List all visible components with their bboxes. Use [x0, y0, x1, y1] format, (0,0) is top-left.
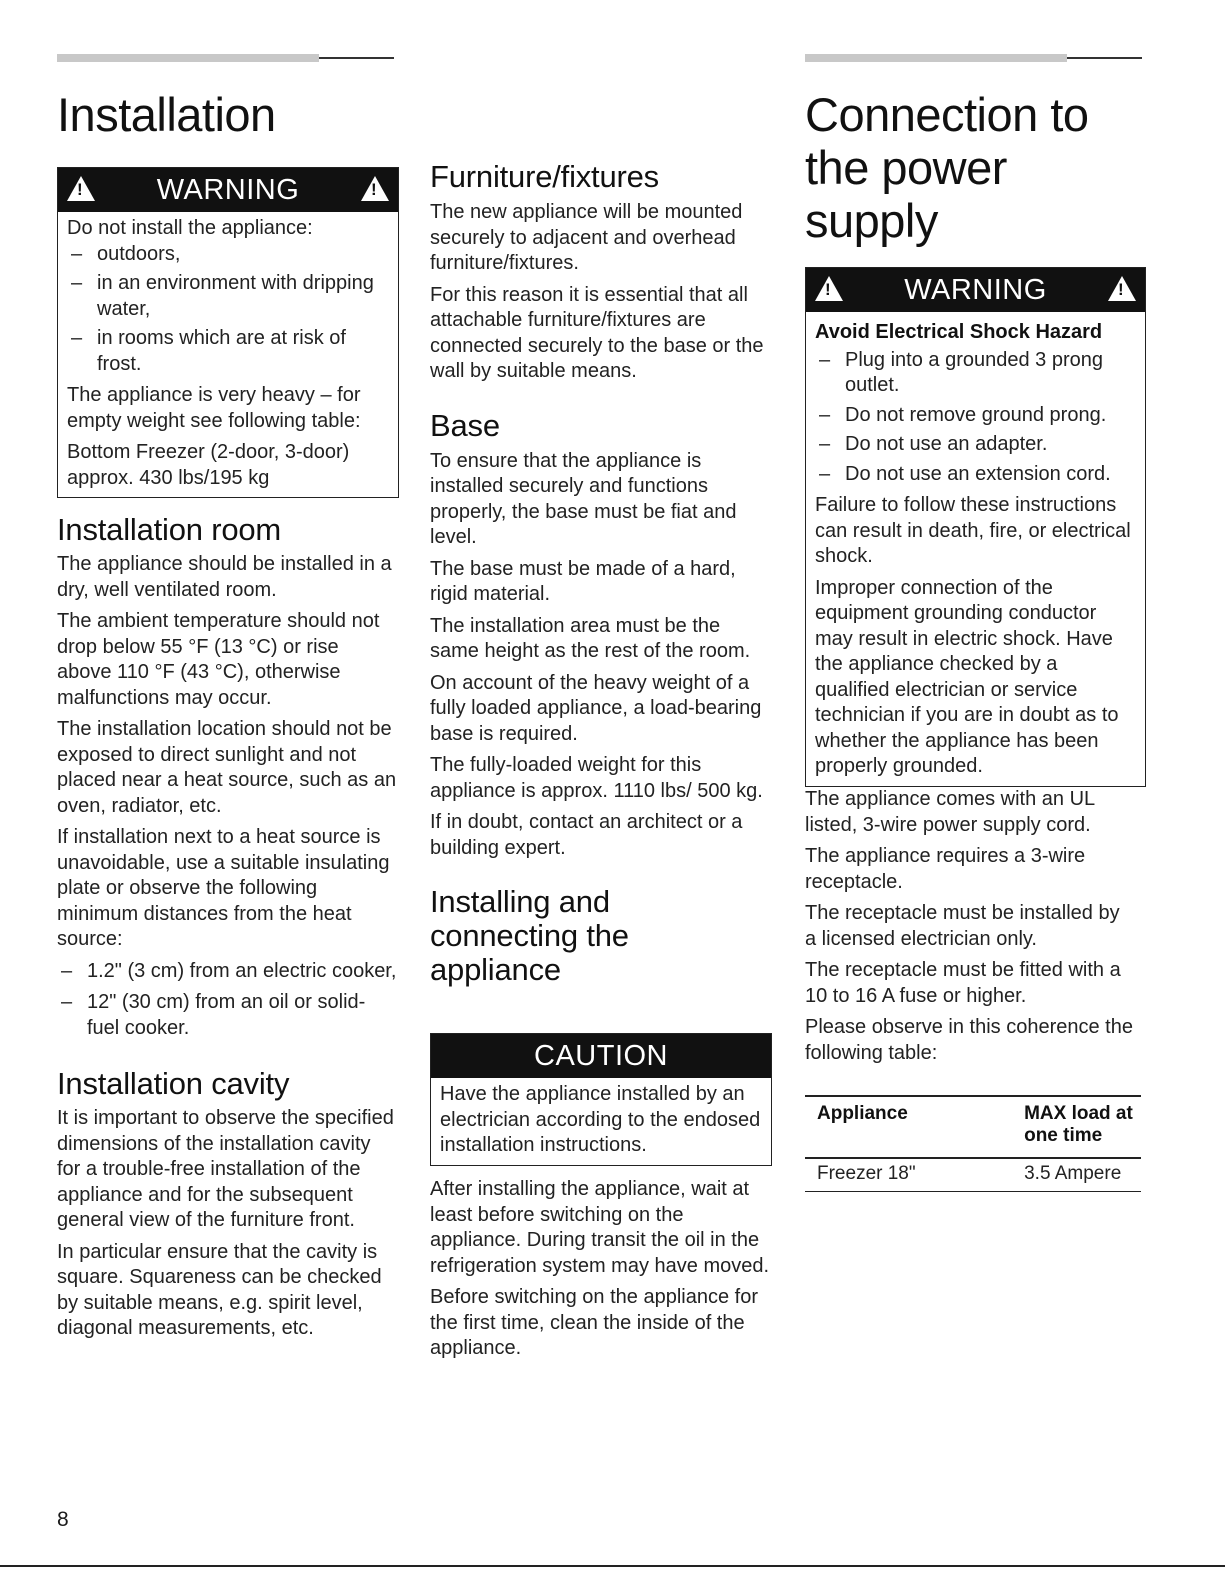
paragraph: On account of the heavy weight of a fully loaded appliance, a load-bearing base is required.: [430, 671, 762, 745]
page-title-connection: Connection to the power supply: [805, 88, 1089, 247]
warning-weight-note: The appliance is very heavy – for empty weight see following table:: [67, 384, 361, 432]
caution-header: [431, 1034, 771, 1078]
paragraph: The receptacle must be installed by a licensed electrician only.: [805, 902, 1120, 950]
paragraph: The receptacle must be fitted with a 10 to 16 A fuse or higher.: [805, 959, 1121, 1007]
table-row: [805, 1158, 1141, 1192]
page-title-installation: Installation: [57, 88, 276, 141]
warning-list: [67, 242, 390, 378]
warning-header: [58, 168, 398, 212]
warning-intro: Do not install the appliance:: [67, 217, 313, 239]
paragraph: The new appliance will be mounted securely to adjacent and overhead furniture/fixtures.: [430, 201, 743, 274]
warning-triangle-icon: [1108, 276, 1136, 301]
heading-furniture-fixtures: Furniture/fixtures: [430, 159, 659, 194]
middle-column-after-caution: [430, 1177, 772, 1362]
paragraph: Before switching on the appliance for the first time, clean the inside of the appliance.: [430, 1286, 758, 1359]
header-rule-right: [805, 57, 1142, 59]
table-header-cell: Appliance: [817, 1103, 908, 1124]
list-item: – Plug into a grounded 3 prong outlet.: [815, 348, 1137, 399]
paragraph: The base must be made of a hard, rigid material.: [430, 557, 736, 605]
list-item: – Do not use an adapter.: [815, 432, 1137, 458]
heading-installing-connecting: Installing and connecting the appliance: [430, 884, 629, 987]
paragraph: In particular ensure that the cavity is square. Squareness can be checked by suitable means, e.g. spirit level, diagonal measurements, etc.: [57, 1240, 382, 1339]
list-item: – 1.2" (3 cm) from an electric cooker,: [57, 959, 397, 985]
right-column-text: [805, 787, 1135, 1066]
heading-installation-room: Installation room: [57, 512, 282, 547]
warning-box-electrical: [805, 267, 1146, 787]
caution-box: [430, 1033, 772, 1166]
warning-label: WARNING: [904, 274, 1047, 306]
paragraph: The appliance comes with an UL listed, 3-wire power supply cord.: [805, 788, 1095, 836]
paragraph: It is important to observe the specified dimensions of the installation cavity for a trouble-free installation of the appliance and for the subsequent general view of the furniture front.: [57, 1107, 394, 1231]
paragraph: For this reason it is essential that all attachable furniture/fixtures are connected securely to the base or the wall by suitable means.: [430, 283, 764, 382]
paragraph: To ensure that the appliance is installed securely and functions properly, the base must be fiat and level.: [430, 449, 737, 548]
paragraph: The appliance requires a 3-wire receptacle.: [805, 845, 1086, 893]
warning-model-note: Bottom Freezer (2-door, 3-door) approx. 430 lbs/195 kg: [67, 441, 350, 489]
paragraph: After installing the appliance, wait at least before switching on the appliance. During transit the oil in the refrigeration system may have moved.: [430, 1178, 770, 1277]
paragraph: The fully-loaded weight for this appliance is approx. 1110 lbs/ 500 kg.: [430, 754, 763, 802]
list-item: – 12" (30 cm) from an oil or solid-fuel cooker.: [57, 990, 397, 1041]
header-rule-left: [57, 57, 394, 59]
list-item: – in rooms which are at risk of frost.: [67, 326, 390, 377]
paragraph: The appliance should be installed in a dry, well ventilated room.: [57, 553, 392, 601]
warning-label: WARNING: [156, 174, 300, 206]
caution-text: Have the appliance installed by an electrician according to the endosed installation instructions.: [440, 1083, 761, 1156]
paragraph: Improper connection of the equipment grounding conductor may result in electric shock. Have the appliance checked by a qualified electrician or service technician if you are in doubt as to whether the appliance has been properly grounded.: [815, 576, 1119, 777]
list-item: – in an environment with dripping water,: [67, 271, 390, 322]
table-cell: Freezer 18": [817, 1163, 916, 1184]
list-item: – outdoors,: [67, 242, 390, 268]
warning-triangle-icon: [361, 176, 389, 201]
warning-list: [815, 348, 1137, 488]
footer-rule: [0, 1565, 1225, 1567]
paragraph: If in doubt, contact an architect or a building expert.: [430, 811, 743, 859]
table-cell: 3.5 Ampere: [1024, 1163, 1122, 1184]
paragraph: If installation next to a heat source is unavoidable, use a suitable insulating plate or observe the following minimum distances from the heat source:: [57, 826, 390, 950]
paragraph: Failure to follow these instructions can result in death, fire, or electrical shock.: [815, 494, 1131, 567]
left-column-text: [57, 513, 397, 1342]
max-load-table: [805, 1095, 1141, 1192]
paragraph: The installation area must be the same height as the rest of the room.: [430, 614, 751, 662]
heading-base: Base: [430, 407, 500, 443]
warning-triangle-icon: [815, 276, 843, 301]
warning-header: [806, 268, 1145, 312]
warning-triangle-icon: [67, 176, 95, 201]
warning-box-installation: [57, 167, 399, 498]
heading-installation-cavity: Installation cavity: [57, 1066, 290, 1101]
paragraph: The installation location should not be exposed to direct sunlight and not placed near a heat source, such as an oven, radiator, etc.: [57, 718, 397, 817]
middle-column-text: [430, 160, 772, 987]
distance-list: [57, 959, 397, 1042]
paragraph: Please observe in this coherence the following table:: [805, 1016, 1133, 1064]
list-item: – Do not use an extension cord.: [815, 462, 1137, 488]
paragraph: The ambient temperature should not drop below 55 °F (13 °C) or rise above 110 °F (43 °C), otherwise malfunctions may occur.: [57, 610, 380, 709]
page-number: 8: [57, 1508, 69, 1531]
warning-heading: Avoid Electrical Shock Hazard: [815, 321, 1103, 343]
list-item: – Do not remove ground prong.: [815, 403, 1137, 429]
table-header-row: [805, 1096, 1141, 1158]
caution-label: CAUTION: [534, 1040, 668, 1072]
table-header-cell: MAX load at one time: [1024, 1103, 1133, 1146]
